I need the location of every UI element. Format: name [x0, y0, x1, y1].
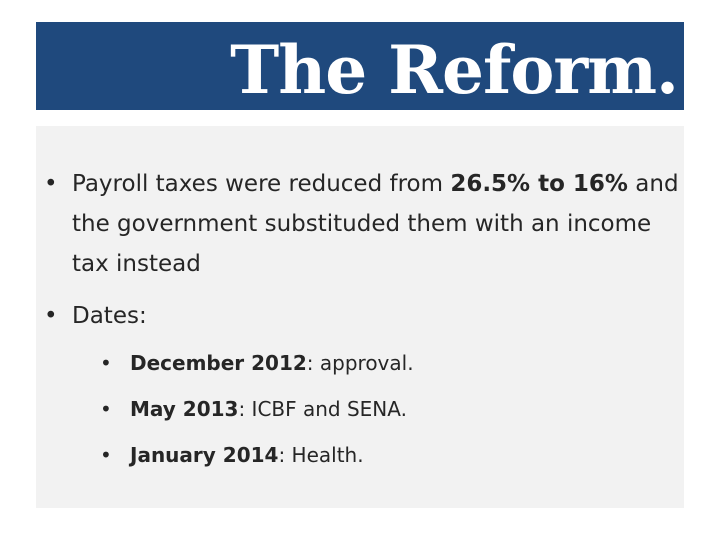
- sub-bullet-december-2012: [100, 348, 660, 378]
- sub-bullet-may-2013: [100, 394, 660, 424]
- bullet-dot: •: [44, 303, 58, 329]
- bullet-dot: •: [100, 397, 112, 421]
- date-label: May 2013: [130, 397, 239, 421]
- sub-bullet-text: [130, 440, 364, 470]
- bullet-text-post: and the government substituded them with an income tax instead: [72, 171, 679, 277]
- bullet-dot: •: [44, 171, 58, 197]
- slide-title: The Reform.: [230, 31, 678, 109]
- bullet-dot: •: [100, 351, 112, 375]
- sub-bullet-text: [130, 394, 407, 424]
- bullet-text-highlight: 26.5% to 16%: [450, 171, 628, 197]
- date-label: December 2012: [130, 351, 307, 375]
- bullet-text-pre: Payroll taxes were reduced from: [72, 171, 451, 197]
- date-label: January 2014: [130, 443, 279, 467]
- bullet-text: Dates:: [72, 303, 147, 329]
- bullet-text: [72, 164, 680, 284]
- title-bar: [36, 22, 684, 110]
- sub-bullet-january-2014: [100, 440, 660, 470]
- content-box: [36, 126, 684, 508]
- date-description: : ICBF and SENA.: [238, 397, 407, 421]
- bullet-payroll-taxes: [44, 164, 680, 284]
- bullet-dates: [44, 296, 680, 336]
- date-description: : Health.: [278, 443, 364, 467]
- bullet-dot: •: [100, 443, 112, 467]
- sub-bullet-text: [130, 348, 414, 378]
- date-description: : approval.: [306, 351, 414, 375]
